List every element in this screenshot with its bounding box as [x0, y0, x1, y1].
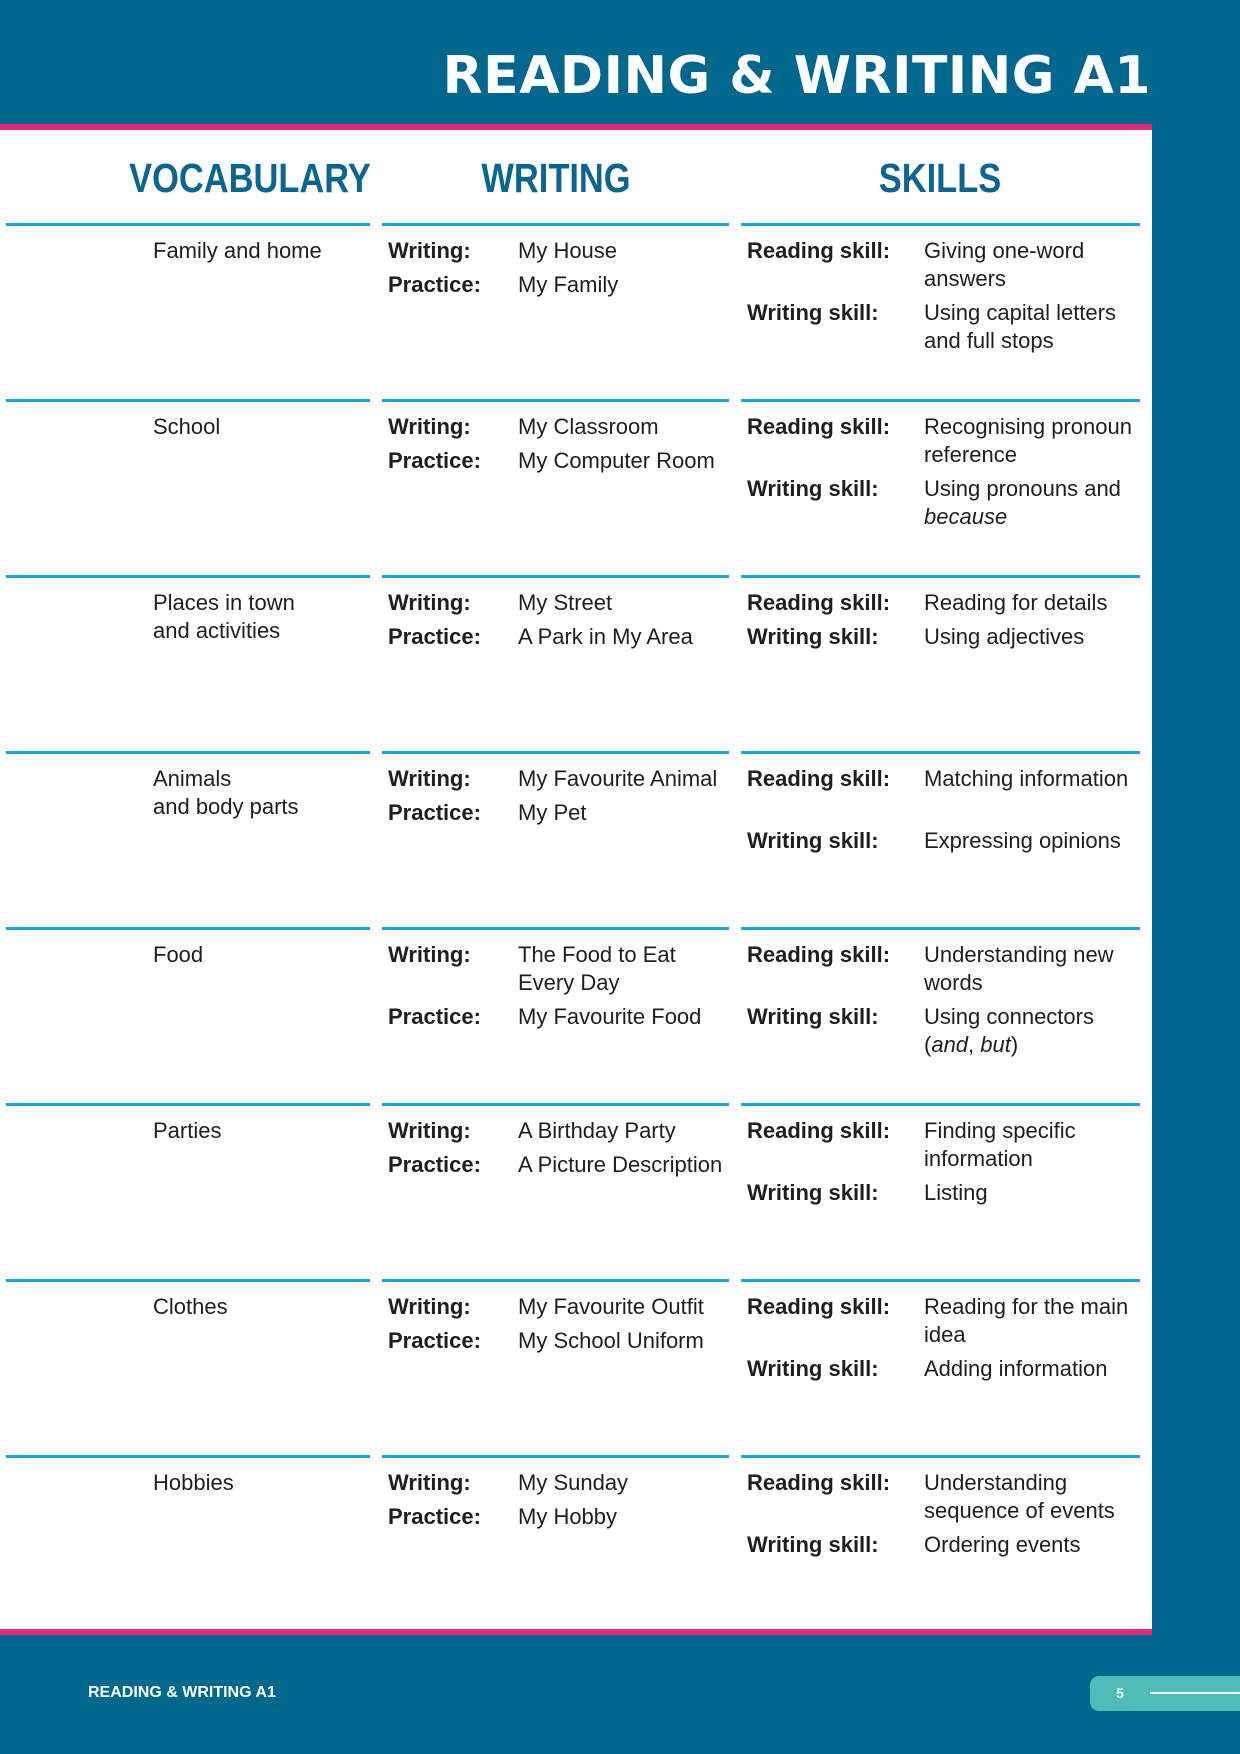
practice-label: Practice:: [388, 1152, 481, 1177]
writing-skill-value: Using capital letters and full stops: [924, 300, 1116, 353]
reading-skill-label: Reading skill:: [747, 766, 891, 791]
practice-label: Practice:: [388, 272, 481, 297]
table-row: [0, 399, 1152, 575]
reading-skill-label: Reading skill:: [747, 414, 891, 439]
row-divider-vocabulary: [6, 1279, 370, 1282]
writing-task: My Favourite Animal: [518, 766, 718, 791]
row-divider-writing: [382, 927, 729, 930]
practice-task: My Hobby: [518, 1504, 618, 1529]
writing-skill-value: Listing: [924, 1180, 988, 1205]
writing-skill-label: Writing skill:: [747, 1532, 879, 1557]
row-divider-writing: [382, 223, 729, 226]
writing-skill-value: Using connectors (and, but): [924, 1004, 1094, 1057]
practice-label: Practice:: [388, 448, 481, 473]
reading-skill-value: Finding specific information: [924, 1118, 1076, 1171]
writing-label: Writing:: [388, 414, 471, 439]
row-divider-writing: [382, 575, 729, 578]
page-title: READING & WRITING A1: [442, 46, 1151, 106]
practice-task: My Favourite Food: [518, 1004, 702, 1029]
column-heading-skills: SKILLS: [878, 155, 1002, 201]
reading-skill-value: Reading for the main idea: [924, 1294, 1129, 1347]
reading-skill-label: Reading skill:: [747, 942, 891, 967]
writing-skill-label: Writing skill:: [747, 624, 879, 649]
column-heading-vocabulary: VOCABULARY: [129, 155, 371, 201]
reading-skill-value: Understanding sequence of events: [924, 1470, 1115, 1523]
row-divider-writing: [382, 751, 729, 754]
writing-label: Writing:: [388, 766, 471, 791]
row-divider-skills: [741, 399, 1140, 402]
practice-task: My Computer Room: [518, 448, 715, 473]
reading-skill-label: Reading skill:: [747, 590, 891, 615]
reading-skill-label: Reading skill:: [747, 1118, 891, 1143]
writing-label: Writing:: [388, 590, 471, 615]
writing-task: My Classroom: [518, 414, 659, 439]
footer-title: READING & WRITING A1: [88, 1684, 276, 1701]
row-divider-writing: [382, 1279, 729, 1282]
writing-task: My Street: [518, 590, 613, 615]
row-divider-vocabulary: [6, 1455, 370, 1458]
practice-label: Practice:: [388, 1004, 481, 1029]
row-divider-writing: [382, 1455, 729, 1458]
vocabulary-topic: Food: [153, 942, 204, 967]
practice-task: A Park in My Area: [518, 624, 693, 649]
row-divider-writing: [382, 1103, 729, 1106]
column-heading-writing: WRITING: [481, 155, 631, 201]
vocabulary-topic: Parties: [153, 1118, 222, 1143]
writing-skill-value: Adding information: [924, 1356, 1108, 1381]
writing-label: Writing:: [388, 1470, 471, 1495]
writing-task: The Food to Eat Every Day: [518, 942, 676, 995]
writing-skill-value: Using pronouns and because: [924, 476, 1121, 529]
table-row: [0, 1103, 1152, 1279]
practice-task: My Family: [518, 272, 619, 297]
practice-task: My Pet: [518, 800, 587, 825]
table-row: [0, 575, 1152, 751]
row-divider-skills: [741, 751, 1140, 754]
row-divider-skills: [741, 575, 1140, 578]
row-divider-skills: [741, 223, 1140, 226]
table-row: [0, 1279, 1152, 1455]
row-divider-skills: [741, 927, 1140, 930]
row-divider-vocabulary: [6, 1103, 370, 1106]
writing-task: My Favourite Outfit: [518, 1294, 704, 1319]
vocabulary-topic: Places in town and activities: [153, 590, 295, 643]
row-divider-vocabulary: [6, 575, 370, 578]
vocabulary-topic: Hobbies: [153, 1470, 234, 1495]
writing-skill-label: Writing skill:: [747, 1356, 879, 1381]
reading-skill-label: Reading skill:: [747, 1470, 891, 1495]
reading-skill-value: Understanding new words: [924, 942, 1114, 995]
writing-skill-value: Expressing opinions: [924, 828, 1121, 853]
practice-label: Practice:: [388, 1504, 481, 1529]
writing-label: Writing:: [388, 942, 471, 967]
vocabulary-topic: Family and home: [153, 238, 322, 263]
writing-task: My Sunday: [518, 1470, 629, 1495]
practice-task: A Picture Description: [518, 1152, 723, 1177]
writing-task: A Birthday Party: [518, 1118, 676, 1143]
practice-label: Practice:: [388, 1328, 481, 1353]
table-row: [0, 751, 1152, 927]
writing-skill-label: Writing skill:: [747, 300, 879, 325]
writing-skill-value: Ordering events: [924, 1532, 1081, 1557]
reading-skill-value: Giving one-word answers: [924, 238, 1085, 291]
writing-task: My House: [518, 238, 618, 263]
reading-skill-label: Reading skill:: [747, 238, 891, 263]
page-number: 5: [1116, 1685, 1124, 1701]
row-divider-vocabulary: [6, 927, 370, 930]
reading-skill-label: Reading skill:: [747, 1294, 891, 1319]
reading-skill-value: Reading for details: [924, 590, 1108, 615]
row-divider-writing: [382, 399, 729, 402]
row-divider-vocabulary: [6, 223, 370, 226]
writing-skill-value: Using adjectives: [924, 624, 1085, 649]
row-divider-skills: [741, 1103, 1140, 1106]
vocabulary-topic: Clothes: [153, 1294, 228, 1319]
practice-label: Practice:: [388, 800, 481, 825]
row-divider-vocabulary: [6, 751, 370, 754]
top-accent-line: [0, 124, 1152, 130]
row-divider-vocabulary: [6, 399, 370, 402]
writing-skill-label: Writing skill:: [747, 828, 879, 853]
writing-skill-label: Writing skill:: [747, 476, 879, 501]
practice-task: My School Uniform: [518, 1328, 704, 1353]
badge-divider: [1150, 1692, 1240, 1694]
writing-label: Writing:: [388, 238, 471, 263]
vocabulary-topic: Animals and body parts: [153, 766, 299, 819]
vocabulary-topic: School: [153, 414, 221, 439]
writing-skill-label: Writing skill:: [747, 1004, 879, 1029]
row-divider-skills: [741, 1279, 1140, 1282]
reading-skill-value: Matching information: [924, 766, 1129, 791]
reading-skill-value: Recognising pronoun reference: [924, 414, 1132, 467]
row-divider-skills: [741, 1455, 1140, 1458]
table-row: [0, 927, 1152, 1103]
writing-label: Writing:: [388, 1118, 471, 1143]
table-row: [0, 223, 1152, 399]
writing-label: Writing:: [388, 1294, 471, 1319]
practice-label: Practice:: [388, 624, 481, 649]
table-row: [0, 1455, 1152, 1631]
writing-skill-label: Writing skill:: [747, 1180, 879, 1205]
